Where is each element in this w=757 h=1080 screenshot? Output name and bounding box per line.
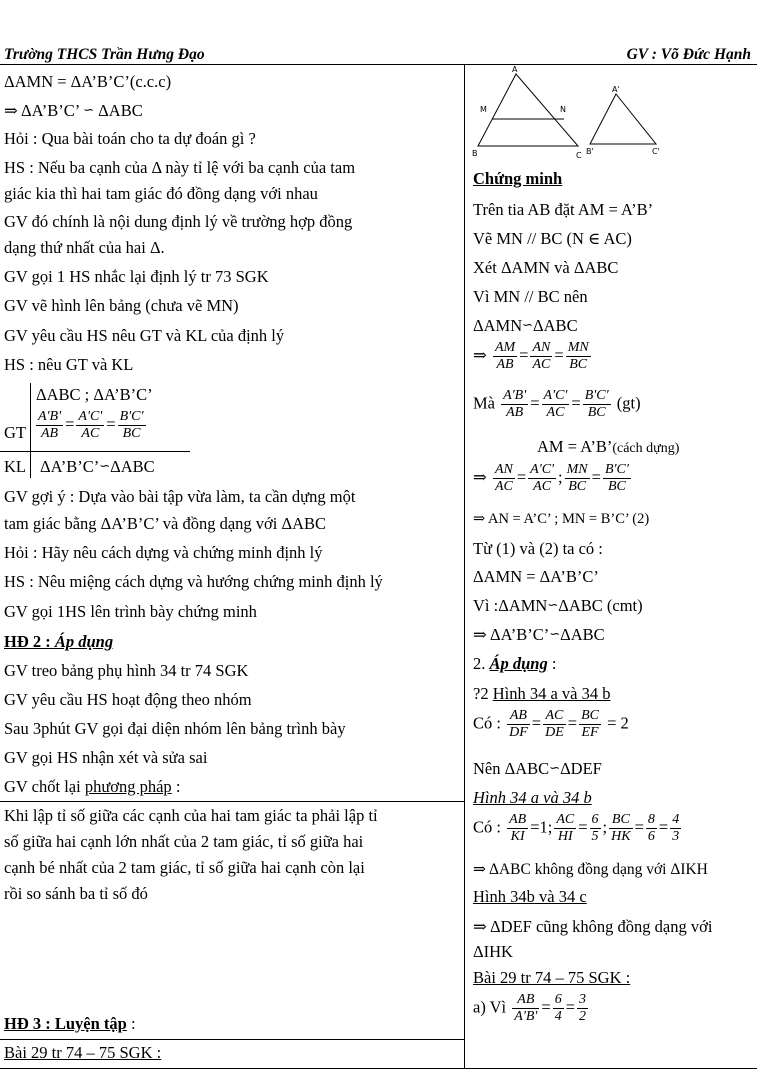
text-line: số giữa hai cạnh lớn nhất của 2 tam giác, tỉ số giữa hai: [4, 832, 364, 851]
numerator: MN: [567, 340, 589, 355]
text-span: Vì :ΔAMN: [473, 596, 548, 615]
fraction: [554, 812, 576, 845]
text-line: GV gọi 1HS lên trình bày chứng minh: [4, 602, 257, 621]
denominator: HI: [557, 829, 573, 844]
fraction: [512, 992, 539, 1025]
text-span: =: [554, 345, 564, 365]
denominator: A'B': [514, 1009, 538, 1024]
text-span: Bài 29 tr 74 – 75 SGK :: [4, 1043, 162, 1062]
fraction: [670, 812, 681, 845]
fraction: [590, 812, 601, 845]
text-span: ΔA’B’C’: [40, 457, 100, 476]
text-line: [4, 1043, 161, 1063]
fraction: [507, 812, 528, 845]
row-separator: [0, 801, 464, 802]
text-span: ⇒ ΔA’B’C’: [473, 625, 550, 644]
text-line: Hỏi : Qua bài toán cho ta dự đoán gì ?: [4, 129, 256, 148]
equation-line: [473, 340, 593, 373]
numerator: AC: [556, 812, 575, 827]
text-span: (cách dựng): [612, 441, 680, 456]
text-span: Bài 29 tr 74 – 75 SGK :: [473, 968, 631, 987]
fraction: [646, 812, 657, 845]
text-line: [473, 596, 643, 616]
text-line: ΔAMN = ΔA’B’C’: [473, 567, 599, 586]
text-line: dạng thứ nhất của hai Δ.: [4, 238, 165, 257]
numerator: A'C': [543, 388, 568, 403]
label-n: N: [560, 105, 566, 114]
fraction: [76, 409, 104, 442]
text-span: = 2: [607, 713, 629, 733]
kl-label: KL: [4, 457, 26, 476]
denominator: AC: [533, 479, 552, 494]
fraction: [542, 388, 570, 421]
text-span: =: [530, 393, 540, 413]
text-line: [473, 316, 578, 336]
text-span: Có :: [473, 713, 501, 733]
equation-line: [473, 462, 633, 495]
text-span: Có :: [473, 817, 501, 837]
section-hd2: [4, 632, 113, 652]
text-span: phương pháp: [84, 777, 172, 796]
text-line: tam giác bằng ΔA’B’C’ và đồng dạng với ΔABC: [4, 514, 327, 533]
teacher-name: GV : Võ Đức Hạnh: [626, 46, 751, 63]
denominator: AB: [496, 357, 514, 372]
fraction: [493, 340, 517, 373]
school-name: Trường THCS Trần Hưng Đạo: [4, 46, 205, 63]
text-line: [473, 887, 587, 907]
similar-icon: ∽: [547, 598, 559, 613]
text-span: (gt): [616, 393, 641, 413]
text-span: ΔABC (cmt): [558, 596, 643, 615]
text-span: =: [567, 713, 578, 733]
label-b-prime: B': [586, 147, 594, 156]
kl-line: [40, 457, 155, 477]
text-line: [537, 437, 679, 457]
numerator: 4: [672, 812, 680, 827]
text-span: =: [565, 997, 575, 1017]
text-span: ⇒ ΔA’B’C’: [4, 101, 80, 120]
text-line: [4, 101, 143, 121]
numerator: AB: [509, 812, 527, 827]
denominator: 5: [591, 829, 599, 844]
equation-line: [473, 992, 590, 1025]
text-span: =: [519, 345, 529, 365]
label-m: M: [480, 105, 487, 114]
text-line: GV yêu cầu HS hoạt động theo nhóm: [4, 690, 252, 709]
text-line: [473, 684, 610, 704]
gt-kl-table: [0, 383, 200, 478]
denominator: EF: [581, 725, 599, 740]
text-line: ⇒ AN = A’C’ ; MN = B’C’ (2): [473, 511, 650, 527]
fraction: [565, 462, 590, 495]
text-line: Vì MN // BC nên: [473, 287, 588, 306]
numerator: AM: [494, 340, 516, 355]
denominator: BC: [122, 426, 141, 441]
denominator: 2: [579, 1009, 586, 1024]
numerator: 6: [554, 992, 562, 1007]
similar-icon: ∽: [549, 761, 561, 776]
label-b: B: [472, 149, 478, 158]
fraction: [543, 708, 566, 741]
numerator: B'C': [604, 462, 629, 477]
text-span: =: [658, 817, 669, 837]
text-line: ⇒ ΔDEF cũng không đồng dạng với: [473, 917, 713, 936]
text-line: Từ (1) và (2) ta có :: [473, 539, 603, 558]
similar-icon: ∽: [549, 627, 561, 642]
numerator: AC: [543, 708, 566, 725]
section-label: HĐ 3 :: [4, 1014, 55, 1033]
text-line: [473, 968, 630, 988]
text-span: ;: [558, 467, 563, 487]
denominator: 3: [672, 829, 680, 844]
text-span: Mà: [473, 393, 495, 413]
numerator: B'C': [584, 388, 609, 403]
fraction: [609, 812, 632, 845]
text-span: =: [591, 467, 601, 487]
fraction: [507, 708, 530, 741]
numerator: AN: [494, 462, 513, 477]
numerator: A'C': [78, 409, 103, 424]
text-span: ;: [602, 817, 608, 837]
label-c: C: [576, 151, 582, 160]
text-span: ΔAMN: [473, 316, 523, 335]
text-line: [4, 777, 180, 797]
denominator: 4: [554, 1009, 562, 1024]
gt-divider: [30, 383, 31, 478]
text-line: [473, 625, 605, 645]
text-line: GV vẽ hình lên bảng (chưa vẽ MN): [4, 296, 239, 315]
gt-line-1: ΔABC ; ΔA’B’C’: [36, 385, 153, 404]
similar-icon: ∽: [522, 318, 534, 333]
column-divider: [464, 64, 465, 1069]
denominator: DE: [545, 725, 564, 740]
denominator: HK: [611, 829, 631, 844]
label-a-prime: A': [612, 85, 620, 94]
fraction: [603, 462, 631, 495]
text-line: GV gợi ý : Dựa vào bài tập vừa làm, ta cần dựng một: [4, 487, 356, 506]
denominator: BC: [587, 405, 606, 420]
text-span: =1;: [530, 817, 553, 837]
denominator: BC: [568, 479, 587, 494]
denominator: AC: [532, 357, 551, 372]
text-span: =: [531, 713, 542, 733]
denominator: AC: [494, 479, 513, 494]
text-span: :: [171, 777, 181, 796]
text-line: HS : Nếu ba cạnh của Δ này tỉ lệ với ba cạnh của tam: [4, 158, 356, 177]
numerator: A'C': [530, 462, 555, 477]
text-line: HS : nêu GT và KL: [4, 355, 134, 374]
text-span: AM = A’B’: [537, 437, 613, 456]
numerator: 6: [591, 812, 599, 827]
text-span: ΔABC: [533, 316, 578, 335]
text-line: ΔAMN = ΔA’B’C’(c.c.c): [4, 72, 172, 91]
numerator: 3: [579, 992, 586, 1007]
numerator: AN: [532, 340, 551, 355]
fraction: [493, 462, 515, 495]
denominator: AB: [40, 426, 59, 441]
denominator: AB: [506, 405, 524, 420]
text-span: =: [516, 467, 527, 487]
section-title: Luyện tập: [54, 1014, 127, 1033]
numerator: 8: [647, 812, 655, 827]
text-line: GV gọi 1 HS nhắc lại định lý tr 73 SGK: [4, 267, 269, 286]
text-line: Vẽ MN // BC (N ∈ AC): [473, 229, 632, 248]
section-label: HĐ 2 :: [4, 632, 55, 651]
text-line: cạnh bé nhất của 2 tam giác, tỉ số giữa hai cạnh còn lại: [4, 858, 365, 877]
triangle-figure: [468, 64, 698, 160]
text-span: Áp dụng: [489, 654, 548, 673]
footer-rule: [0, 1068, 757, 1069]
section-title: Áp dụng: [54, 632, 114, 651]
row-separator: [0, 1039, 464, 1040]
text-line: ⇒ ΔABC không đồng dạng với ΔIKH: [473, 861, 708, 878]
text-line: Trên tia AB đặt AM = A’B’: [473, 200, 654, 219]
denominator: BC: [569, 357, 588, 372]
text-span: ΔABC: [98, 101, 143, 120]
text-line: GV yêu cầu HS nêu GT và KL của định lý: [4, 326, 285, 345]
numerator: BC: [609, 812, 632, 829]
page-header: [4, 46, 753, 66]
text-span: ΔDEF: [560, 759, 602, 778]
label-a: A: [512, 65, 518, 74]
text-span: =: [571, 393, 581, 413]
denominator: AC: [81, 426, 100, 441]
text-span: =: [634, 817, 644, 837]
text-line: Sau 3phút GV gọi đại diện nhóm lên bảng trình bày: [4, 719, 346, 738]
denominator: 6: [647, 829, 655, 844]
text-span: Nên ΔABC: [473, 759, 550, 778]
numerator: BC: [581, 708, 599, 723]
text-span: a) Vì: [473, 997, 507, 1017]
text-span: Hình 34 a và 34 b: [473, 788, 592, 807]
text-span: =: [541, 997, 551, 1017]
text-line: [473, 788, 592, 808]
numerator: AB: [512, 992, 539, 1009]
denominator: DF: [509, 725, 528, 740]
gt-ratios: $\frac{A'B'}{AB}$ = $\frac{A'C'}{AC}$ = $\frac{B'C'}{BC}$: [38, 409, 144, 441]
proof-heading: [473, 169, 562, 189]
text-line: HS : Nêu miệng cách dựng và hướng chứng minh định lý: [4, 572, 383, 591]
fraction: [501, 388, 528, 421]
numerator: A'B': [38, 409, 62, 424]
fraction: [577, 992, 588, 1025]
text-line: ΔIHK: [473, 942, 513, 961]
denominator: KI: [510, 829, 525, 844]
text-line: Hỏi : Hãy nêu cách dựng và chứng minh định lý: [4, 543, 323, 562]
gt-label: GT: [4, 423, 26, 442]
fraction: [530, 340, 552, 373]
numerator: A'B': [503, 388, 527, 403]
text-line: [473, 759, 602, 779]
fraction: [583, 388, 611, 421]
text-line: Xét ΔAMN và ΔABC: [473, 258, 619, 277]
fraction: [36, 409, 63, 442]
equation-line: [473, 812, 683, 845]
text-line: Khi lập tỉ số giữa các cạnh của hai tam giác ta phải lập tỉ: [4, 806, 378, 825]
numerator: MN: [566, 462, 588, 477]
text-span: ΔABC: [110, 457, 155, 476]
fraction: [566, 340, 591, 373]
text-line: rồi so sánh ba tỉ số đó: [4, 884, 148, 903]
denominator: BC: [607, 479, 626, 494]
text-span: Hình 34 a và 34 b: [492, 684, 611, 703]
similar-icon: ∽: [83, 103, 95, 118]
equation-line: [473, 708, 629, 741]
text-line: giác kia thì hai tam giác đó đồng dạng với nhau: [4, 184, 318, 203]
triangle-a1b1c1: [590, 94, 656, 144]
section-apply: [473, 654, 556, 674]
section-hd3: [4, 1014, 136, 1034]
fraction: [118, 409, 146, 442]
similar-icon: ∽: [99, 459, 111, 474]
fraction: [579, 708, 601, 741]
numerator: AB: [507, 708, 530, 725]
text-span: Chứng minh: [473, 169, 563, 188]
text-span: :: [126, 1014, 136, 1033]
text-span: ⇒: [473, 467, 487, 487]
numerator: B'C': [119, 409, 144, 424]
kl-divider: [0, 451, 190, 452]
fraction: [553, 992, 564, 1025]
text-span: =: [578, 817, 588, 837]
text-span: Hình 34b và 34 c: [473, 887, 587, 906]
text-span: ?2: [473, 684, 493, 703]
text-span: ⇒: [473, 345, 487, 365]
text-span: :: [547, 654, 557, 673]
fraction: [528, 462, 556, 495]
equation-line: [473, 388, 641, 421]
text-span: GV chốt lại: [4, 777, 85, 796]
text-span: 2.: [473, 654, 490, 673]
text-line: GV gọi HS nhận xét và sửa sai: [4, 748, 208, 767]
denominator: AC: [546, 405, 565, 420]
label-c-prime: C': [652, 147, 660, 156]
text-line: GV treo bảng phụ hình 34 tr 74 SGK: [4, 661, 249, 680]
text-line: GV đó chính là nội dung định lý về trường hợp đồng: [4, 212, 353, 231]
text-span: ΔABC: [560, 625, 605, 644]
